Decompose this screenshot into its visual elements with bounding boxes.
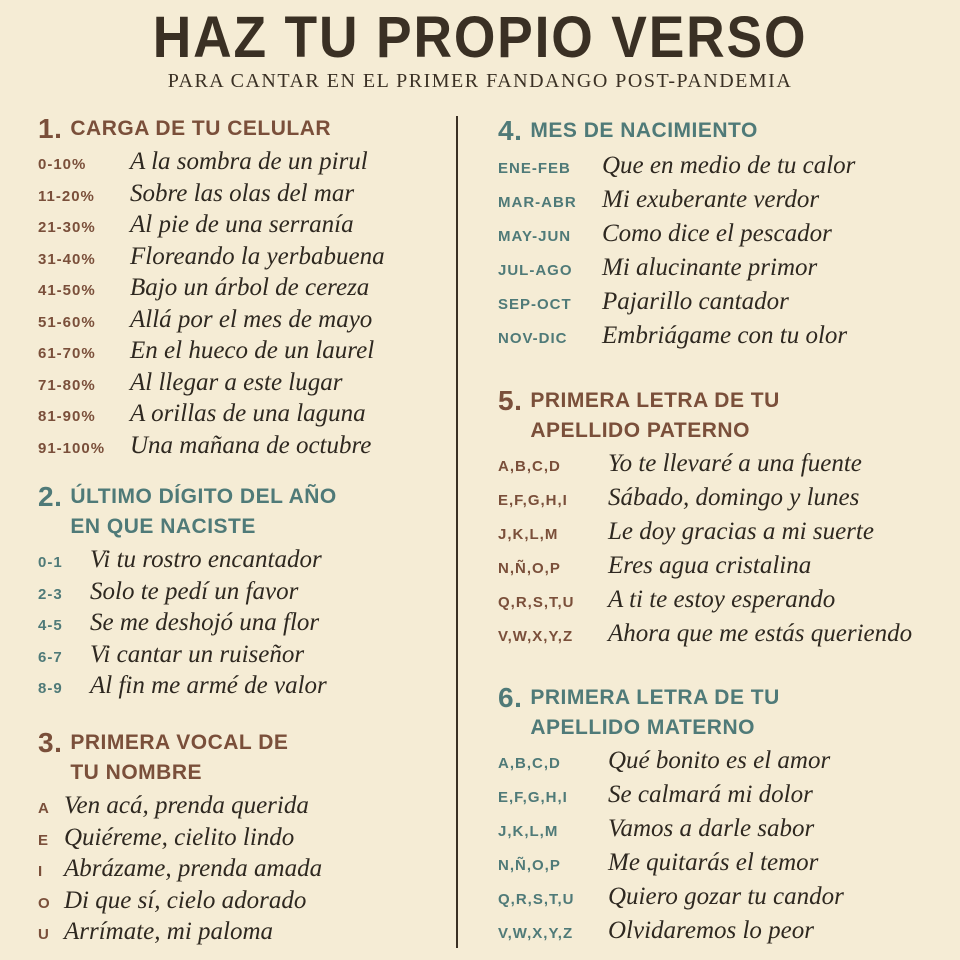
verse-row (498, 186, 855, 220)
verse-text: Una mañana de octubre (130, 431, 372, 459)
section-title: CARGA DE TU CELULAR (70, 117, 332, 140)
verse-text: Al fin me armé de valor (90, 672, 327, 699)
verse-key: A (38, 800, 50, 817)
verse-text: Mi alucinante primor (602, 254, 818, 281)
verse-key: J,K,L,M (498, 823, 559, 840)
section-heading (498, 386, 912, 446)
verse-row (38, 400, 385, 432)
verse-row (38, 432, 385, 464)
verse-row (498, 883, 844, 917)
verse-key: 81-90% (38, 408, 96, 425)
verse-text: Ven acá, prenda querida (64, 792, 309, 819)
verse-text: Quiéreme, cielito lindo (64, 823, 295, 851)
verse-text: Bajo un árbol de cereza (130, 274, 370, 301)
verse-row (498, 322, 855, 356)
section-birth-month (498, 116, 855, 356)
section-number: 6. (498, 682, 523, 713)
verse-text: Sobre las olas del mar (130, 179, 355, 207)
verse-row (38, 918, 322, 950)
verse-key: J,K,L,M (498, 526, 559, 543)
verse-text: Al llegar a este lugar (130, 368, 343, 396)
verse-key: MAY-JUN (498, 228, 572, 245)
verse-key: V,W,X,Y,Z (498, 925, 574, 942)
verse-text: Abrázame, prenda amada (64, 855, 323, 882)
section-heading (38, 728, 322, 788)
verse-key: 41-50% (38, 282, 96, 299)
verse-text: Que en medio de tu calor (602, 152, 856, 179)
section-title: ÚLTIMO DÍGITO DEL AÑO (70, 485, 337, 508)
verse-row (38, 337, 385, 369)
section-title: PRIMERA LETRA DE TU (530, 389, 780, 412)
verse-row (38, 369, 385, 401)
verse-row (38, 306, 385, 338)
verse-row (38, 211, 385, 243)
verse-row (498, 849, 844, 883)
section-number: 2. (38, 481, 63, 512)
verse-text: Se me deshojó una flor (90, 609, 320, 636)
section-maternal-surname (498, 683, 844, 951)
verse-row (38, 243, 385, 275)
section-heading (498, 116, 855, 146)
verse-row (38, 274, 385, 306)
verse-text: Olvidaremos lo peor (608, 917, 814, 944)
verse-row (498, 254, 855, 288)
verse-text: A orillas de una laguna (130, 400, 366, 427)
verse-key: 21-30% (38, 219, 96, 236)
verse-key: 11-20% (38, 187, 95, 205)
verse-key: N,Ñ,O,P (498, 560, 561, 577)
verse-text: Di que sí, cielo adorado (64, 886, 307, 914)
verse-key: 2-3 (38, 585, 63, 603)
verse-row (498, 552, 912, 586)
verse-key: 0-1 (38, 554, 63, 571)
verse-key: 0-10% (38, 156, 87, 173)
verse-text: Allá por el mes de mayo (130, 305, 373, 333)
section-title: APELLIDO PATERNO (530, 419, 750, 442)
verse-key: E,F,G,H,I (498, 492, 568, 509)
verse-text: En el hueco de un laurel (130, 337, 375, 364)
page-title: HAZ TU PROPIO VERSO (152, 5, 808, 70)
verse-key: O (38, 894, 51, 912)
section-heading (38, 114, 385, 144)
section-title: TU NOMBRE (70, 761, 203, 784)
verse-text: Qué bonito es el amor (608, 747, 831, 774)
verse-key: 51-60% (38, 313, 96, 331)
verse-key: SEP-OCT (498, 296, 572, 313)
verse-key: 31-40% (38, 250, 96, 268)
verse-key: A,B,C,D (498, 755, 561, 772)
verse-text: Como dice el pescador (602, 220, 832, 247)
verse-row (38, 578, 337, 610)
verse-text: Arrímate, mi paloma (64, 918, 274, 945)
verse-key: ENE-FEB (498, 160, 571, 177)
verse-text: Solo te pedí un favor (90, 577, 299, 605)
verse-text: Vi tu rostro encantador (90, 546, 322, 573)
section-birth-year-digit (38, 482, 337, 704)
verse-text: Floreando la yerbabuena (130, 242, 385, 270)
section-heading (498, 683, 844, 743)
section-heading (38, 482, 337, 542)
section-title: MES DE NACIMIENTO (530, 119, 758, 142)
verse-key: 91-100% (38, 439, 106, 457)
page-subtitle: PARA CANTAR EN EL PRIMER FANDANGO POST-PANDEMIA (167, 70, 793, 92)
verse-key: V,W,X,Y,Z (498, 628, 574, 645)
section-number: 4. (498, 115, 523, 146)
verse-key: NOV-DIC (498, 330, 568, 347)
verse-key: I (38, 863, 44, 880)
verse-key: Q,R,S,T,U (498, 594, 575, 611)
section-number: 1. (38, 113, 63, 144)
verse-text: A la sombra de un pirul (130, 148, 368, 175)
verse-text: Vamos a darle sabor (608, 815, 815, 842)
section-title: PRIMERA VOCAL DE (70, 731, 289, 754)
section-battery (38, 114, 385, 463)
verse-row (498, 747, 844, 781)
verse-key: E (38, 831, 50, 849)
verse-text: Quiero gozar tu candor (608, 883, 844, 910)
verse-text: Mi exuberante verdor (602, 186, 820, 213)
verse-key: A,B,C,D (498, 458, 561, 475)
verse-text: Se calmará mi dolor (608, 781, 813, 808)
verse-row (38, 546, 337, 578)
verse-row (38, 641, 337, 673)
verse-key: 61-70% (38, 345, 96, 362)
verse-key: MAR-ABR (498, 194, 577, 211)
verse-text: Sábado, domingo y lunes (608, 484, 860, 511)
verse-text: Eres agua cristalina (608, 552, 812, 579)
verse-key: E,F,G,H,I (498, 789, 568, 806)
verse-key: 8-9 (38, 680, 63, 697)
verse-row (498, 620, 912, 654)
verse-text: Embriágame con tu olor (602, 322, 848, 349)
verse-row (38, 855, 322, 887)
verse-key: Q,R,S,T,U (498, 891, 575, 908)
column-divider (456, 116, 458, 948)
verse-row (498, 586, 912, 620)
verse-row (498, 484, 912, 518)
section-paternal-surname (498, 386, 912, 654)
verse-row (498, 815, 844, 849)
verse-key: U (38, 926, 50, 943)
section-first-vowel (38, 728, 322, 950)
verse-row (38, 180, 385, 212)
section-title: EN QUE NACISTE (70, 515, 256, 538)
verse-text: Me quitarás el temor (608, 849, 819, 876)
verse-text: Le doy gracias a mi suerte (608, 518, 874, 545)
verse-row (38, 672, 337, 704)
section-title: APELLIDO MATERNO (530, 716, 755, 739)
verse-key: 6-7 (38, 648, 63, 666)
verse-row (498, 781, 844, 815)
verse-text: Al pie de una serranía (130, 211, 354, 238)
verse-row (38, 609, 337, 641)
verse-row (498, 917, 844, 951)
verse-row (498, 152, 855, 186)
verse-row (38, 148, 385, 180)
section-title: PRIMERA LETRA DE TU (530, 686, 780, 709)
verse-text: A ti te estoy esperando (608, 586, 836, 613)
section-number: 3. (38, 727, 63, 758)
verse-key: N,Ñ,O,P (498, 857, 561, 874)
verse-row (498, 518, 912, 552)
verse-row (38, 824, 322, 856)
verse-row (498, 220, 855, 254)
verse-row (38, 792, 322, 824)
verse-key: 71-80% (38, 376, 96, 394)
verse-key: JUL-AGO (498, 262, 573, 279)
verse-text: Yo te llevaré a una fuente (608, 450, 862, 477)
verse-key: 4-5 (38, 617, 63, 634)
verse-row (498, 450, 912, 484)
verse-text: Vi cantar un ruiseñor (90, 640, 305, 668)
verse-text: Pajarillo cantador (602, 288, 789, 315)
section-number: 5. (498, 385, 523, 416)
verse-row (498, 288, 855, 322)
verse-text: Ahora que me estás queriendo (608, 620, 913, 647)
verse-row (38, 887, 322, 919)
